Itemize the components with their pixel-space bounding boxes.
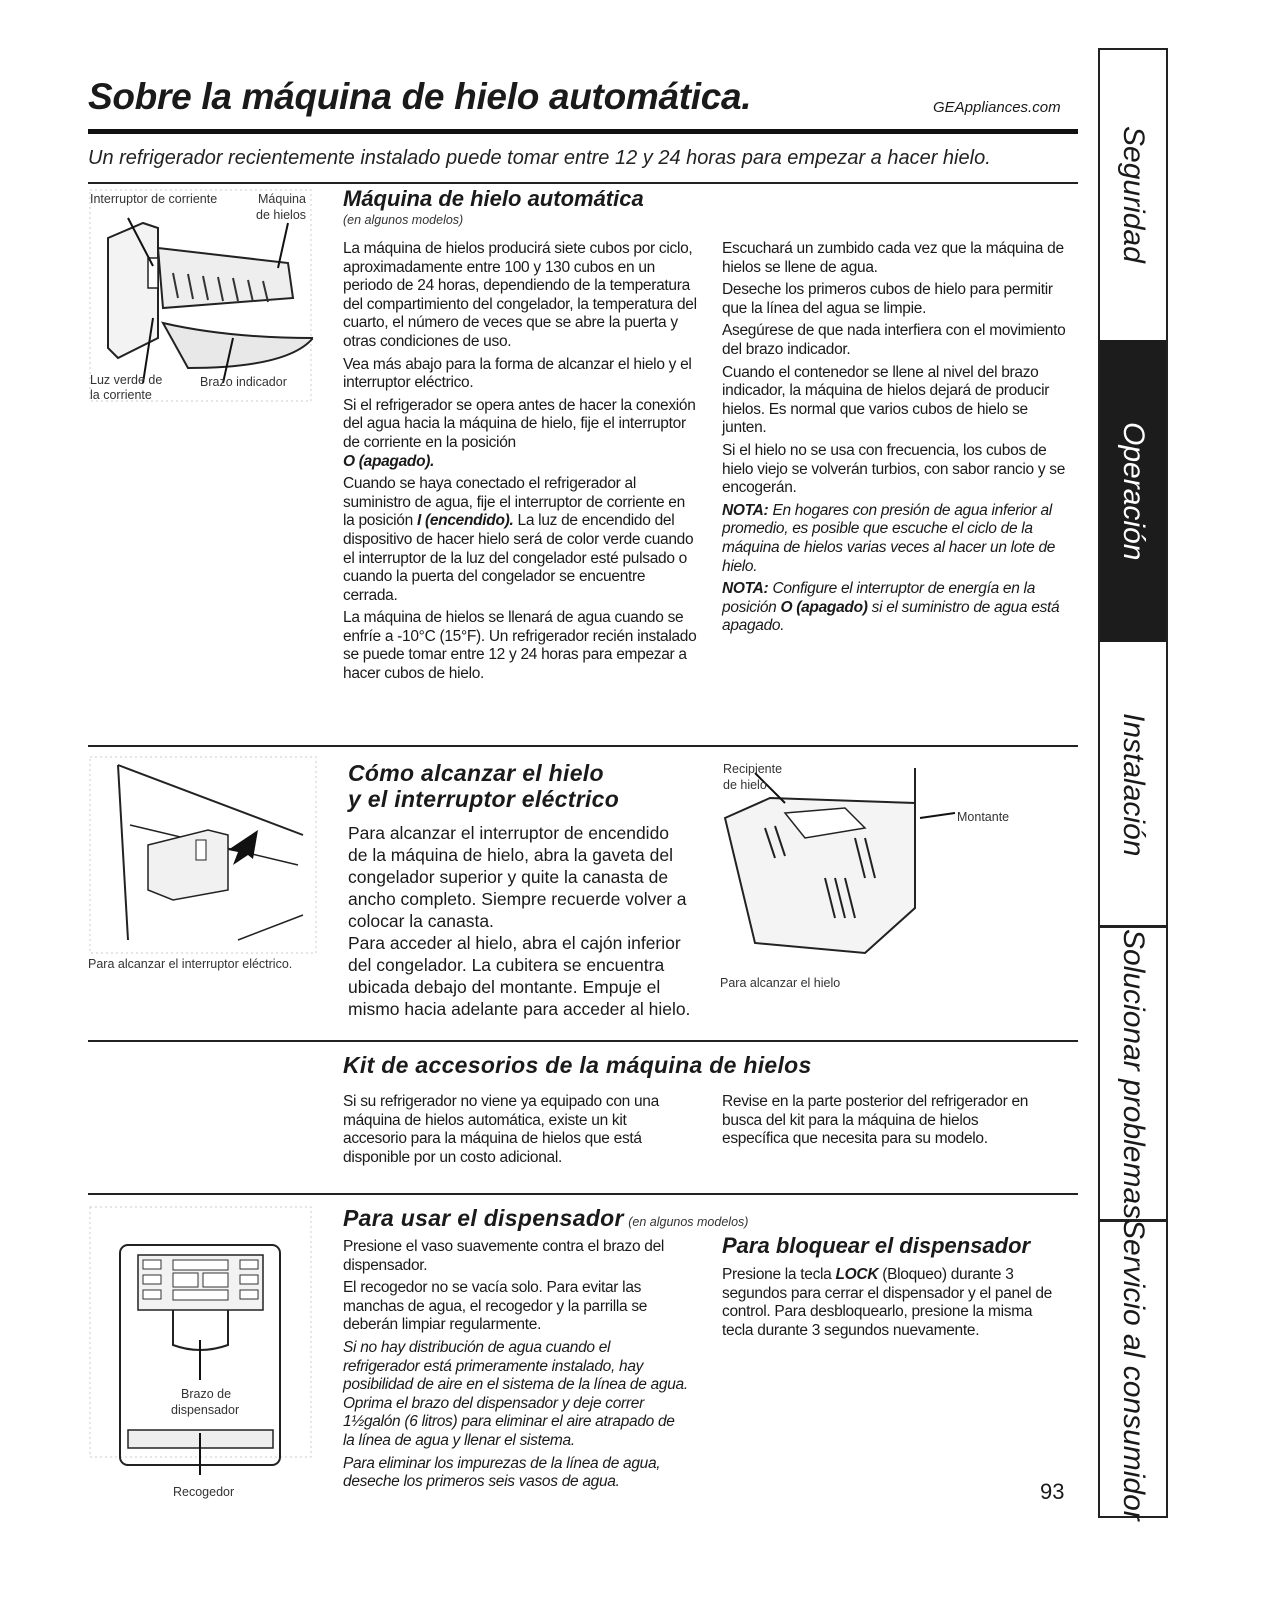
tab-seguridad[interactable]	[1100, 50, 1166, 338]
ice-maker-column-2	[722, 240, 1067, 640]
reach-ice-text	[348, 822, 693, 1020]
lock-key-text: LOCK	[835, 1266, 879, 1283]
caption-reach-switch: Para alcanzar el interruptor eléctrico.	[88, 957, 293, 971]
paragraph	[343, 397, 698, 471]
heading-automatic-ice-maker: Máquina de hielo automática	[343, 186, 644, 211]
off-position-text: O (apagado).	[343, 452, 435, 470]
section-divider	[88, 1040, 1078, 1042]
tab-label: Servicio al consumidor	[1117, 1218, 1150, 1521]
section-divider	[88, 1193, 1078, 1195]
paragraph: Si no hay distribución de agua cuando el refrigerador está primeramente instalado, hay posibilidad de aire en el sistema de la línea de agua. Oprima el brazo del dispensador y deje correr 1½galón (6 litros) para eliminar el aire atrapado de la línea de agua y llenar el sistema.	[343, 1338, 688, 1449]
paragraph	[343, 475, 698, 605]
label-ice-bin-2: de hielo	[723, 778, 767, 792]
accessory-kit-column-1	[343, 1093, 688, 1171]
note-paragraph	[722, 580, 1067, 636]
paragraph: Vea más abajo para la forma de alcanzar el hielo y el interruptor eléctrico.	[343, 355, 692, 392]
tab-solucionar-problemas[interactable]	[1100, 929, 1166, 1219]
paragraph: La máquina de hielos se llenará de agua cuando se enfríe a -10°C (15°F). Un refrigerador recién instalado se puede tomar entre 12 y 24 horas para empezar a hacer cubos de hielo.	[343, 609, 697, 683]
heading-accessory-kit: Kit de accesorios de la máquina de hielos	[343, 1052, 812, 1078]
switch-access-figure	[88, 755, 318, 955]
paragraph: Presione el vaso suavemente contra el brazo del dispensador.	[343, 1238, 665, 1274]
label-dispenser-arm-1: Brazo de	[181, 1387, 232, 1401]
paragraph-text: (Bloqueo) durante 3 segundos para cerrar el dispensador y el panel de control. Para desbloquearlo, presione la misma tecla durante 3 segundos nuevamente.	[722, 1266, 1052, 1339]
heading-reach-ice-1: Cómo alcanzar el hielo	[348, 760, 604, 786]
tab-instalacion[interactable]	[1100, 644, 1166, 926]
caption-reach-ice: Para alcanzar el hielo	[720, 976, 841, 990]
emphasis-text: Para alcanzar el interruptor de encendido de la máquina de hielo,	[348, 823, 670, 865]
label-power-switch: Interruptor de corriente	[90, 192, 218, 206]
models-note: (en algunos modelos)	[343, 213, 464, 227]
note-label: NOTA:	[722, 580, 769, 598]
models-note: (en algunos modelos)	[628, 1215, 749, 1229]
off-position-text: O (apagado)	[780, 598, 868, 616]
label-ice-bin-1: Recipiente	[723, 762, 783, 776]
paragraph	[348, 932, 693, 1020]
paragraph: Cuando el contenedor se llene al nivel del brazo indicador, la máquina de hielos dejará de producir hielos. Es normal que varios cubos de hielo se junten.	[722, 363, 1050, 437]
paragraph: Para eliminar los impurezas de la línea de agua, deseche los primeros seis vasos de agua.	[343, 1454, 661, 1491]
lock-dispenser-text	[722, 1266, 1067, 1344]
page-number: 93	[1040, 1479, 1065, 1504]
dispenser-illustration	[88, 1205, 313, 1505]
ice-maker-figure	[88, 188, 313, 403]
label-ice-maker-2: de hielos	[256, 208, 307, 222]
paragraph: La máquina de hielos producirá siete cubos por ciclo, aproximadamente entre 100 y 130 cubos en un periodo de 24 horas, dependiendo de la temperatura del compartimiento del congelador, la temperatura del cuarto, el número de veces que se abre la puerta y otras condiciones de uso.	[343, 240, 697, 350]
page-subtitle: Un refrigerador recientemente instalado puede tomar entre 12 y 24 horas para empezar a hacer hielo.	[88, 147, 991, 169]
label-green-light-1: Luz verde de	[90, 373, 163, 387]
label-ice-maker-1: Máquina	[258, 192, 306, 206]
on-position-text: I (encendido).	[416, 512, 514, 530]
tab-label: Operación	[1117, 421, 1150, 561]
paragraph: Si el hielo no se usa con frecuencia, los cubos de hielo viejo se volverán turbios, con sabor rancio y se encogerán.	[722, 441, 1066, 497]
label-post: Montante	[957, 810, 1010, 824]
paragraph	[348, 822, 693, 932]
paragraph: Escuchará un zumbido cada vez que la máquina de hielos se llene de agua.	[722, 240, 1064, 276]
header-rule	[88, 129, 1078, 134]
paragraph	[722, 1266, 1067, 1340]
paragraph-text: La luz de encendido del dispositivo de hacer hielo será de color verde cuando el interruptor de la luz del congelador esté pulsado o cuando la puerta del congelador se encuentre cerrada.	[343, 512, 694, 604]
tab-label: Instalación	[1117, 713, 1150, 857]
paragraph: Revise en la parte posterior del refrigerador en busca del kit para la máquina de hielos específica que necesita para su modelo.	[722, 1093, 1029, 1148]
ice-maker-column-1	[343, 240, 698, 688]
note-paragraph	[722, 502, 1067, 576]
label-indicator-arm: Brazo indicador	[200, 375, 287, 389]
page-title: Sobre la máquina de hielo automática.	[88, 76, 752, 117]
dispenser-column-1	[343, 1238, 688, 1496]
note-label: NOTA:	[722, 501, 769, 519]
dispenser-heading-row	[343, 1205, 748, 1232]
note-text: En hogares con presión de agua inferior al promedio, es posible que escuche el ciclo de la máquina de hielos varias veces al hacer un lote de hielo.	[722, 501, 1056, 575]
tab-divider	[1098, 925, 1168, 928]
paragraph-text: Cuando se haya conectado el refrigerador al suministro de agua, fije el interruptor de corriente en la posición	[343, 475, 685, 530]
paragraph: El recogedor no se vacía solo. Para evitar las manchas de agua, el recogedor y la parrilla se deberán limpiar regularmente.	[343, 1279, 648, 1334]
label-green-light-2: la corriente	[90, 388, 152, 402]
paragraph-text: Si el refrigerador se opera antes de hacer la conexión del agua hacia la máquina de hielo, fije el interruptor de corriente en la posición	[343, 396, 696, 451]
note-text: Configure el interruptor de energía en la posición	[722, 580, 1036, 616]
tab-label: Seguridad	[1117, 125, 1150, 263]
heading-use-dispenser: Para usar el dispensador	[343, 1205, 624, 1231]
label-dispenser-arm-2: dispensador	[171, 1403, 240, 1417]
label-drip-tray: Recogedor	[173, 1485, 235, 1499]
section-divider	[88, 182, 1078, 184]
paragraph: Si su refrigerador no viene ya equipado con una máquina de hielos automática, existe un kit accesorio para la máquina de hielos que está disponible por un costo adicional.	[343, 1093, 659, 1166]
dispenser-figure	[88, 1205, 313, 1505]
paragraph-text: abra la gaveta del congelador superior y quite la canasta de ancho completo. Siempre recuerde volver a colocar la canasta.	[348, 845, 687, 931]
tab-servicio-al-consumidor[interactable]	[1100, 1218, 1166, 1521]
emphasis-text: Para acceder al hielo,	[348, 933, 518, 953]
note-text: si el suministro de agua está apagado.	[722, 598, 1060, 635]
heading-reach-ice-2: y el interruptor eléctrico	[348, 786, 620, 812]
ice-bin-figure	[715, 758, 1010, 963]
freezer-drawer-illustration	[88, 755, 318, 955]
paragraph: Asegúrese de que nada interfiera con el movimiento del brazo indicador.	[722, 322, 1066, 358]
paragraph-text: Presione la tecla	[722, 1266, 836, 1283]
website-url: GEAppliances.com	[933, 99, 1061, 116]
paragraph: Deseche los primeros cubos de hielo para permitir que la línea del agua se limpie.	[722, 281, 1053, 317]
heading-lock-dispenser: Para bloquear el dispensador	[722, 1233, 1031, 1258]
paragraph-text: abra el cajón inferior del congelador. La cubitera se encuentra ubicada debajo del montante. Empuje el mismo hacia adelante para acceder al hielo.	[348, 933, 691, 1019]
tab-label: Solucionar problemas	[1117, 928, 1150, 1220]
tab-operacion[interactable]	[1100, 340, 1166, 642]
section-divider	[88, 745, 1078, 747]
accessory-kit-column-2	[722, 1093, 1042, 1153]
